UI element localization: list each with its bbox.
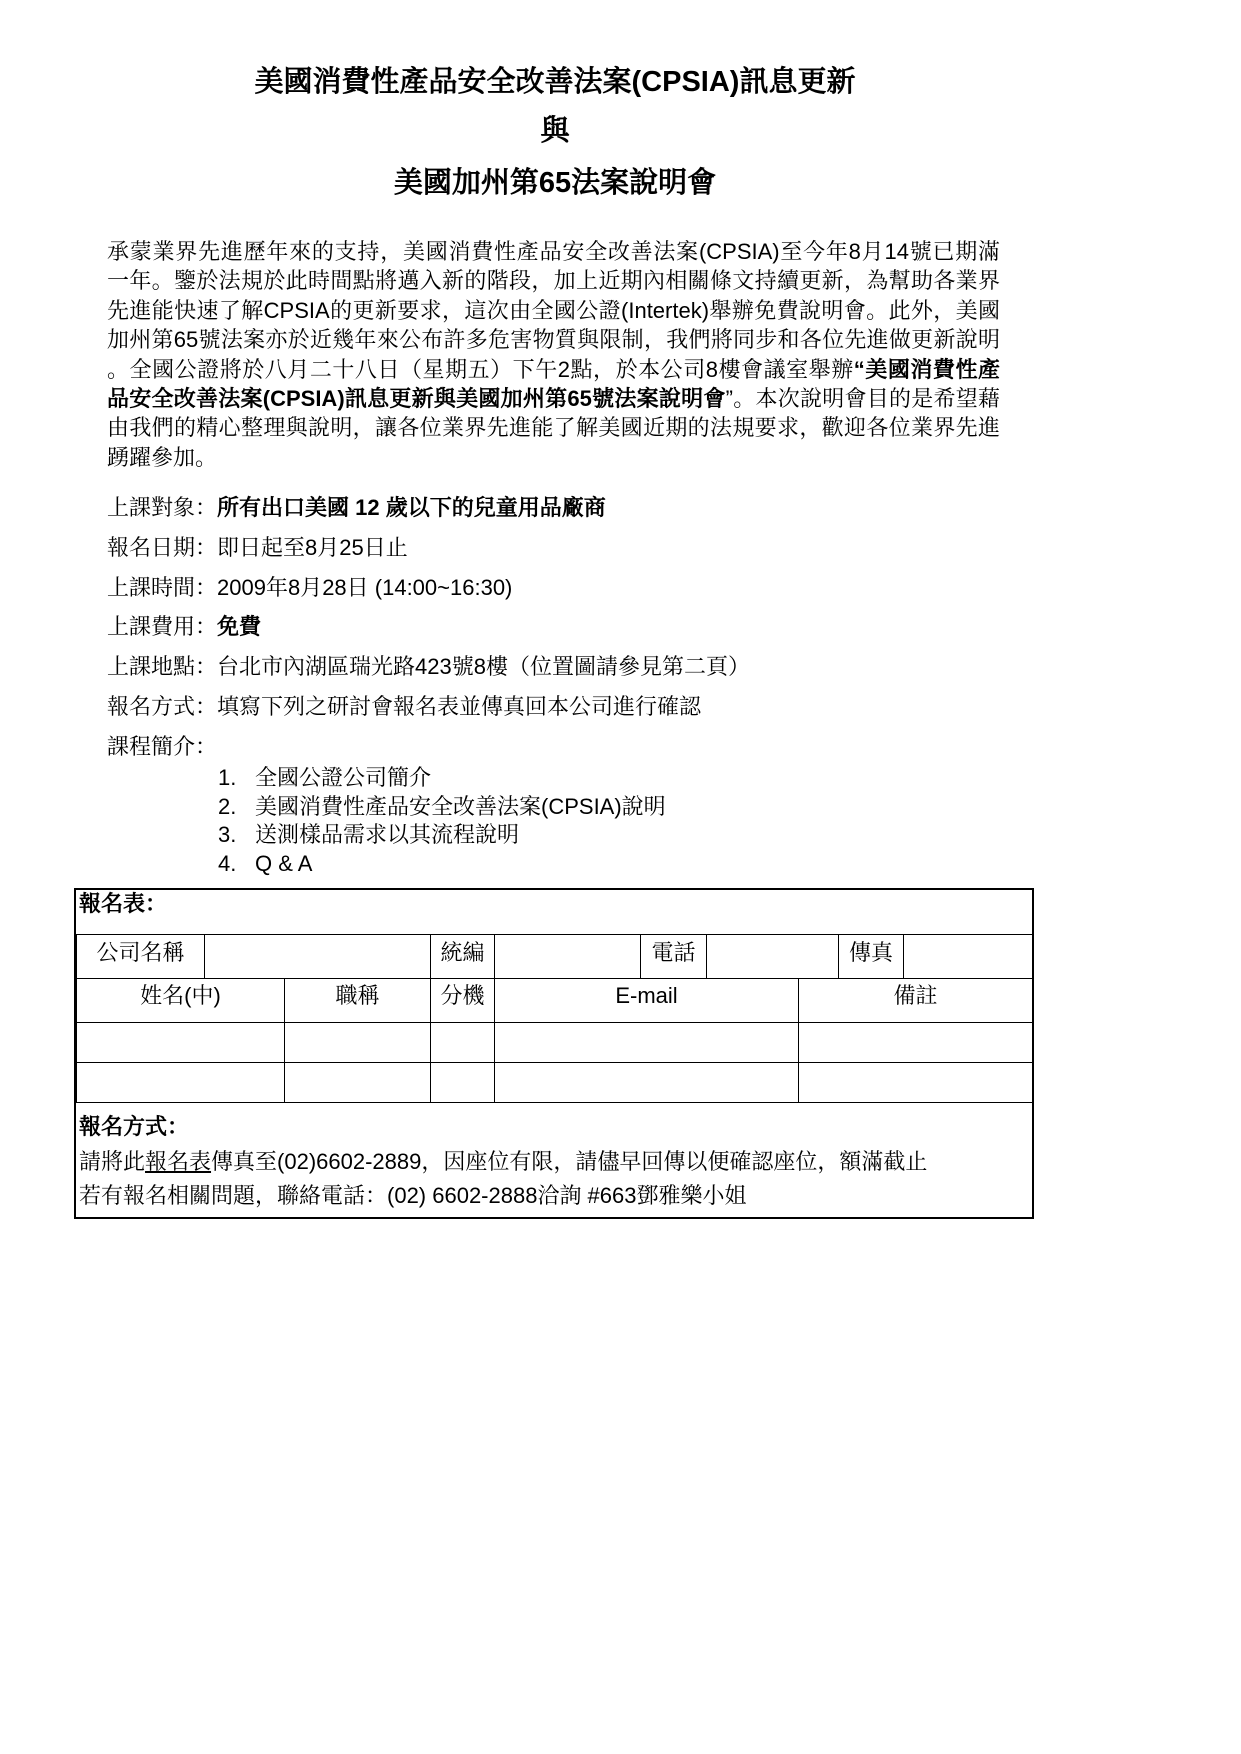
intro-line-5-text: 。全國公證將於八月二十八日（星期五）下午2點，於本公司8樓會議室舉辦 — [107, 356, 854, 382]
title-line-3: 美國加州第65法案說明會 — [393, 167, 717, 199]
fax-label: 傳真 — [839, 935, 904, 979]
intro-line-3 — [107, 296, 1000, 325]
intro-line-5-emphasis: “美國消費性產 — [853, 356, 1000, 382]
fax-instruction-prefix: 請將此 — [79, 1149, 146, 1174]
intro-line-2-text: 一年。鑒於法規於此時間點將邁入新的階段，加上近期內相關條文持續更新，為幫助各業界 — [107, 268, 1000, 294]
detail-label: 上課時間： — [107, 574, 218, 600]
detail-value: 2009年8月28日 (14:00~16:30) — [217, 574, 513, 600]
intro-line-4-text: 加州第65號法案亦於近幾年來公布許多危害物質與限制，我們將同步和各位先進做更新說明 — [107, 327, 1000, 353]
detail-label: 報名日期： — [107, 534, 218, 560]
detail-registration-date — [107, 528, 750, 568]
title-line-2: 與 — [540, 115, 570, 147]
table-cell — [495, 1062, 799, 1102]
fax-cell — [904, 935, 1033, 979]
title-line-1: 美國消費性產品安全改善法案(CPSIA)訊息更新 — [254, 66, 856, 98]
fax-instruction-form-name: 報名表 — [145, 1149, 212, 1174]
phone-label: 電話 — [641, 935, 707, 979]
detail-label: 報名方式： — [107, 693, 218, 719]
table-cell — [77, 1022, 285, 1062]
course-item-number: 3. — [218, 822, 237, 848]
column-header-title: 職稱 — [285, 978, 431, 1022]
detail-label: 上課費用： — [107, 614, 218, 640]
attendee-row — [77, 1022, 1033, 1062]
detail-label: 課程簡介： — [107, 733, 218, 759]
intro-line-7 — [107, 413, 1000, 442]
detail-location — [107, 647, 750, 687]
detail-value: 填寫下列之研討會報名表並傳真回本公司進行確認 — [217, 693, 702, 719]
course-item — [218, 793, 666, 822]
detail-class-time — [107, 568, 750, 608]
intro-line-7-text: 由我們的精心整理與說明，讓各位業界先進能了解美國近期的法規要求，歡迎各位業界先進 — [107, 415, 1000, 441]
detail-fee — [107, 607, 750, 647]
column-header-extension: 分機 — [431, 978, 495, 1022]
table-cell — [799, 1022, 1033, 1062]
company-name-cell — [205, 935, 431, 979]
intro-line-6-emphasis: 品安全改善法案(CPSIA)訊息更新與美國加州第65號法案說明會 — [107, 385, 726, 411]
intro-line-3-text: 先進能快速了解CPSIA的更新要求，這次由全國公證(Intertek)舉辦免費說明會。此外，美國 — [107, 297, 1000, 323]
table-cell — [431, 1062, 495, 1102]
detail-registration-method — [107, 687, 750, 727]
registration-form — [74, 888, 1034, 1219]
intro-paragraph — [107, 237, 1000, 472]
company-info-table — [76, 934, 1033, 979]
column-header-email: E-mail — [495, 978, 799, 1022]
course-item-number: 4. — [218, 851, 237, 877]
table-cell — [799, 1062, 1033, 1102]
event-details — [107, 488, 750, 767]
intro-line-6-text: ”。本次說明會目的是希望藉 — [725, 385, 1000, 411]
detail-label: 上課對象： — [107, 495, 218, 520]
intro-line-1-text: 承蒙業界先進歷年來的支持，美國消費性產品安全改善法案(CPSIA)至今年8月14號已期滿 — [107, 239, 1000, 264]
column-header-name: 姓名(中) — [77, 978, 285, 1022]
form-heading: 報名表： — [79, 891, 168, 916]
course-item — [218, 850, 666, 879]
table-cell — [285, 1022, 431, 1062]
course-item-text: 全國公證公司簡介 — [255, 765, 432, 790]
course-outline — [218, 764, 666, 879]
course-item-number: 2. — [218, 793, 237, 819]
course-item-number: 1. — [218, 765, 237, 790]
company-info-row — [77, 935, 1033, 979]
detail-value: 免費 — [217, 614, 262, 640]
course-item-text: Q & A — [255, 851, 313, 877]
attendee-table — [76, 978, 1033, 1103]
intro-line-1 — [107, 237, 1000, 266]
intro-line-4 — [107, 325, 1000, 354]
intro-line-6 — [107, 384, 1000, 413]
course-item — [218, 821, 666, 850]
detail-label: 上課地點： — [107, 654, 218, 680]
phone-cell — [707, 935, 839, 979]
course-item-text: 送測樣品需求以其流程說明 — [255, 822, 520, 848]
intro-line-8 — [107, 443, 1000, 472]
intro-line-5 — [107, 355, 1000, 384]
column-header-remarks: 備註 — [799, 978, 1033, 1022]
tax-id-cell — [495, 935, 641, 979]
course-item — [218, 764, 666, 793]
table-cell — [77, 1062, 285, 1102]
fax-instruction — [79, 1147, 927, 1177]
company-name-label: 公司名稱 — [77, 935, 205, 979]
intro-line-8-text: 踴躍參加。 — [107, 444, 218, 470]
table-cell — [431, 1022, 495, 1062]
attendee-row — [77, 1062, 1033, 1102]
detail-audience — [107, 488, 750, 528]
intro-line-2 — [107, 266, 1000, 295]
detail-value: 即日起至8月25日止 — [217, 534, 408, 560]
tax-id-label: 統編 — [431, 935, 495, 979]
detail-value: 所有出口美國 12 歲以下的兒童用品廠商 — [217, 495, 606, 520]
detail-course-intro — [107, 727, 750, 767]
attendee-header-row — [77, 978, 1033, 1022]
contact-info: 若有報名相關問題，聯絡電話：(02) 6602-2888洽詢 #663鄧雅樂小姐 — [79, 1183, 747, 1208]
detail-value: 台北市內湖區瑞光路423號8樓（位置圖請參見第二頁） — [217, 654, 750, 680]
registration-method-heading: 報名方式： — [79, 1114, 190, 1139]
fax-instruction-suffix: 傳真至(02)6602-2889，因座位有限，請儘早回傳以便確認座位，額滿截止 — [211, 1149, 928, 1174]
table-cell — [285, 1062, 431, 1102]
course-item-text: 美國消費性產品安全改善法案(CPSIA)說明 — [255, 793, 666, 819]
table-cell — [495, 1022, 799, 1062]
